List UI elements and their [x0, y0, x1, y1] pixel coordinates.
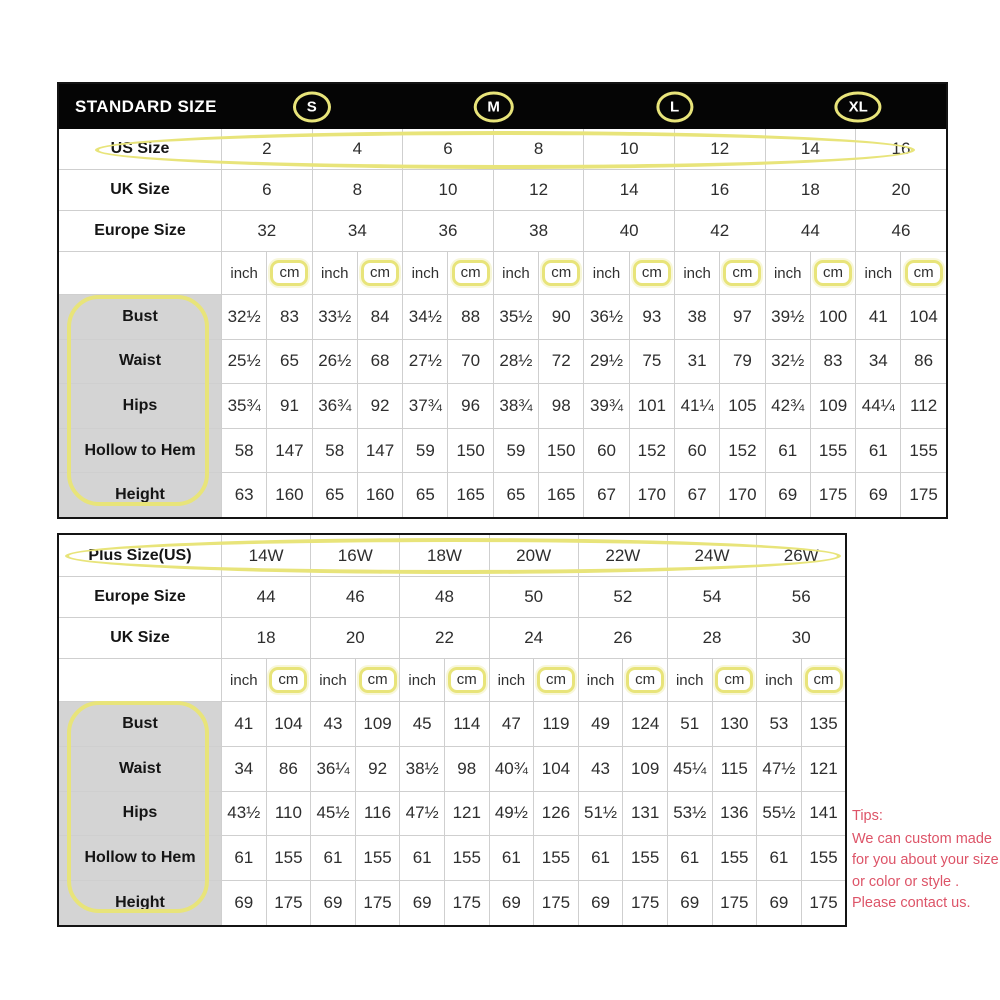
- measure-value: 96: [447, 384, 492, 428]
- measure-value: 47: [489, 702, 534, 746]
- measure-row: [59, 701, 845, 746]
- measure-value: 75: [629, 340, 674, 384]
- cm-unit-highlight: cm: [452, 260, 490, 286]
- size-value: 14W: [221, 535, 310, 576]
- size-value: 52: [578, 577, 667, 617]
- measure-value: 175: [810, 473, 855, 517]
- measure-value: 160: [357, 473, 402, 517]
- size-value: 8: [493, 129, 584, 169]
- measure-row: [59, 339, 946, 384]
- measure-row: [59, 383, 946, 428]
- size-value: 16: [855, 129, 946, 169]
- row-label: Hips: [59, 384, 221, 428]
- size-value: 42: [674, 211, 765, 251]
- measure-value: 61: [310, 836, 355, 880]
- inch-unit-label: inch: [583, 252, 628, 294]
- size-value: 28: [667, 618, 756, 658]
- inch-unit-label: inch: [489, 659, 534, 701]
- tips-lines: [852, 829, 1000, 915]
- measure-value: 25½: [221, 340, 266, 384]
- row-label: Hips: [59, 792, 221, 836]
- size-value: 26W: [756, 535, 845, 576]
- measure-value: 63: [221, 473, 266, 517]
- measure-value: 175: [712, 881, 757, 925]
- size-value: 6: [402, 129, 493, 169]
- size-value: 18W: [399, 535, 488, 576]
- size-value: 54: [667, 577, 756, 617]
- row-label: Bust: [59, 702, 221, 746]
- size-row: [59, 576, 845, 617]
- plus-table-body: [59, 535, 845, 925]
- row-label: US Size: [110, 140, 170, 157]
- measure-value: 165: [447, 473, 492, 517]
- inch-unit-label: inch: [855, 252, 900, 294]
- measure-value: 45¼: [667, 747, 712, 791]
- measure-value: 109: [810, 384, 855, 428]
- measure-value: 110: [266, 792, 311, 836]
- size-value: 14: [583, 170, 674, 210]
- measure-value: 175: [533, 881, 578, 925]
- measure-value: 155: [355, 836, 400, 880]
- measure-value: 92: [357, 384, 402, 428]
- size-value: 18: [765, 170, 856, 210]
- size-group-letter: S: [293, 91, 331, 122]
- size-row: [59, 617, 845, 658]
- measure-value: 69: [310, 881, 355, 925]
- measure-value: 36¾: [312, 384, 357, 428]
- measure-value: 90: [538, 295, 583, 339]
- measure-value: 68: [357, 340, 402, 384]
- standard-table-title: STANDARD SIZE: [75, 96, 217, 116]
- inch-unit-label: inch: [221, 659, 266, 701]
- standard-size-table: [57, 82, 948, 519]
- measure-row: [59, 880, 845, 925]
- measure-value: 69: [221, 881, 266, 925]
- tips-line: Please contact us.: [852, 895, 971, 911]
- measure-value: 100: [810, 295, 855, 339]
- measure-value: 175: [266, 881, 311, 925]
- size-group-letter: M: [473, 91, 514, 122]
- measure-value: 98: [444, 747, 489, 791]
- measure-value: 35¾: [221, 384, 266, 428]
- tips-line: for you about your size: [852, 852, 999, 868]
- row-label: Europe Size: [94, 588, 186, 605]
- inch-unit-label: inch: [312, 252, 357, 294]
- row-label: Waist: [59, 747, 221, 791]
- size-value: 34: [312, 211, 403, 251]
- measure-value: 91: [266, 384, 311, 428]
- measure-value: 39½: [765, 295, 810, 339]
- measure-value: 93: [629, 295, 674, 339]
- measure-value: 38½: [399, 747, 444, 791]
- measure-value: 104: [533, 747, 578, 791]
- inch-unit-label: inch: [221, 252, 266, 294]
- measure-value: 69: [667, 881, 712, 925]
- measure-value: 34: [855, 340, 900, 384]
- tips-line: We can custom made: [852, 830, 992, 847]
- measure-value: 43½: [221, 792, 266, 836]
- size-value: 12: [674, 129, 765, 169]
- size-value: 6: [221, 170, 312, 210]
- size-value: 56: [756, 577, 845, 617]
- cm-unit-highlight: cm: [270, 260, 308, 286]
- measure-value: 69: [756, 881, 801, 925]
- measure-value: 45½: [310, 792, 355, 836]
- measure-value: 27½: [402, 340, 447, 384]
- size-value: 38: [493, 211, 584, 251]
- size-value: 20: [310, 618, 399, 658]
- measure-value: 67: [583, 473, 628, 517]
- measure-value: 104: [900, 295, 945, 339]
- measure-value: 59: [402, 429, 447, 473]
- cm-unit-label: [719, 252, 764, 294]
- measure-value: 165: [538, 473, 583, 517]
- size-value: 48: [399, 577, 488, 617]
- measure-value: 61: [855, 429, 900, 473]
- measure-value: 112: [900, 384, 945, 428]
- size-value: 12: [493, 170, 584, 210]
- row-label: Hollow to Hem: [59, 836, 221, 880]
- size-value: 40: [583, 211, 674, 251]
- row-label: UK Size: [110, 181, 170, 198]
- size-value: 20W: [489, 535, 578, 576]
- measure-value: 79: [719, 340, 764, 384]
- inch-unit-label: inch: [310, 659, 355, 701]
- cm-unit-label: [533, 659, 578, 701]
- measure-value: 86: [900, 340, 945, 384]
- measure-value: 116: [355, 792, 400, 836]
- size-row: [59, 210, 946, 251]
- measure-value: 83: [810, 340, 855, 384]
- cm-unit-label: [712, 659, 757, 701]
- measure-value: 61: [221, 836, 266, 880]
- tips-title: Tips:: [852, 808, 883, 824]
- measure-value: 155: [900, 429, 945, 473]
- size-value: 18: [221, 618, 310, 658]
- measure-value: 28½: [493, 340, 538, 384]
- measure-value: 34½: [402, 295, 447, 339]
- size-value: 26: [578, 618, 667, 658]
- measure-value: 32½: [765, 340, 810, 384]
- measure-value: 131: [622, 792, 667, 836]
- measure-value: 40¾: [489, 747, 534, 791]
- measure-value: 155: [712, 836, 757, 880]
- measure-value: 155: [533, 836, 578, 880]
- measure-value: 101: [629, 384, 674, 428]
- size-value: 8: [312, 170, 403, 210]
- inch-unit-label: inch: [756, 659, 801, 701]
- measure-value: 59: [493, 429, 538, 473]
- measure-value: 49: [578, 702, 623, 746]
- cm-unit-label: [801, 659, 846, 701]
- size-row: [59, 169, 946, 210]
- cm-unit-highlight: cm: [537, 667, 575, 693]
- size-value: 2: [221, 129, 312, 169]
- size-group-m: [473, 91, 514, 122]
- cm-unit-label: [629, 252, 674, 294]
- cm-unit-highlight: cm: [805, 667, 843, 693]
- measure-value: 42¾: [765, 384, 810, 428]
- size-group-letter: L: [656, 91, 693, 122]
- size-group-xl: [835, 91, 882, 122]
- inch-unit-label: inch: [399, 659, 444, 701]
- measure-value: 51: [667, 702, 712, 746]
- cm-unit-label: [447, 252, 492, 294]
- measure-value: 155: [444, 836, 489, 880]
- size-value: 10: [583, 129, 674, 169]
- cm-unit-label: [266, 659, 311, 701]
- cm-unit-highlight: cm: [626, 667, 664, 693]
- measure-value: 45: [399, 702, 444, 746]
- size-row: [59, 535, 845, 576]
- measure-value: 86: [266, 747, 311, 791]
- measure-value: 69: [765, 473, 810, 517]
- measure-row: [59, 835, 845, 880]
- unit-row-empty-label: [59, 252, 221, 294]
- cm-unit-highlight: cm: [361, 260, 399, 286]
- cm-unit-highlight: cm: [633, 260, 671, 286]
- measure-value: 38¾: [493, 384, 538, 428]
- measure-value: 136: [712, 792, 757, 836]
- measure-value: 65: [402, 473, 447, 517]
- measure-value: 53: [756, 702, 801, 746]
- measure-value: 152: [629, 429, 674, 473]
- size-value: 32: [221, 211, 312, 251]
- size-group-letter: XL: [835, 91, 882, 122]
- measure-value: 121: [801, 747, 846, 791]
- measure-row: [59, 472, 946, 517]
- inch-unit-label: inch: [493, 252, 538, 294]
- measure-value: 69: [578, 881, 623, 925]
- measure-value: 109: [355, 702, 400, 746]
- measure-value: 61: [489, 836, 534, 880]
- measure-value: 43: [310, 702, 355, 746]
- measure-value: 65: [312, 473, 357, 517]
- cm-unit-highlight: cm: [542, 260, 580, 286]
- size-value: 22: [399, 618, 488, 658]
- size-value: 36: [402, 211, 493, 251]
- measure-value: 98: [538, 384, 583, 428]
- measure-value: 155: [266, 836, 311, 880]
- unit-row: [59, 658, 845, 701]
- measure-value: 160: [266, 473, 311, 517]
- measure-value: 152: [719, 429, 764, 473]
- row-label: Height: [59, 473, 221, 517]
- measure-row: [59, 791, 845, 836]
- measure-value: 65: [266, 340, 311, 384]
- measure-value: 47½: [756, 747, 801, 791]
- unit-row: [59, 251, 946, 294]
- cm-unit-highlight: cm: [448, 667, 486, 693]
- measure-value: 61: [756, 836, 801, 880]
- measure-value: 92: [355, 747, 400, 791]
- measure-value: 41¼: [674, 384, 719, 428]
- row-label: Height: [59, 881, 221, 925]
- measure-value: 150: [447, 429, 492, 473]
- measure-row: [59, 428, 946, 473]
- inch-unit-label: inch: [667, 659, 712, 701]
- measure-value: 38: [674, 295, 719, 339]
- size-value: 50: [489, 577, 578, 617]
- size-value: 44: [765, 211, 856, 251]
- measure-value: 29½: [583, 340, 628, 384]
- measure-value: 155: [622, 836, 667, 880]
- measure-value: 175: [355, 881, 400, 925]
- measure-value: 175: [801, 881, 846, 925]
- measure-value: 105: [719, 384, 764, 428]
- measure-value: 155: [810, 429, 855, 473]
- measure-value: 147: [357, 429, 402, 473]
- size-value: 46: [310, 577, 399, 617]
- measure-value: 35½: [493, 295, 538, 339]
- measure-value: 32½: [221, 295, 266, 339]
- tips-line: or color or style .: [852, 873, 960, 890]
- size-value: 24W: [667, 535, 756, 576]
- measure-value: 41: [855, 295, 900, 339]
- size-value: 20: [855, 170, 946, 210]
- cm-unit-label: [357, 252, 402, 294]
- measure-value: 88: [447, 295, 492, 339]
- size-value: 14: [765, 129, 856, 169]
- cm-unit-label: [355, 659, 400, 701]
- measure-value: 170: [629, 473, 674, 517]
- measure-value: 47½: [399, 792, 444, 836]
- measure-value: 61: [578, 836, 623, 880]
- measure-value: 135: [801, 702, 846, 746]
- measure-value: 69: [489, 881, 534, 925]
- measure-value: 84: [357, 295, 402, 339]
- measure-row: [59, 746, 845, 791]
- row-label: Waist: [59, 340, 221, 384]
- measure-value: 175: [444, 881, 489, 925]
- measure-value: 34: [221, 747, 266, 791]
- size-value: 46: [855, 211, 946, 251]
- measure-value: 83: [266, 295, 311, 339]
- measure-value: 61: [667, 836, 712, 880]
- measure-value: 53½: [667, 792, 712, 836]
- measure-value: 39¾: [583, 384, 628, 428]
- cm-unit-label: [444, 659, 489, 701]
- row-label: Bust: [59, 295, 221, 339]
- measure-value: 41: [221, 702, 266, 746]
- measure-value: 37¾: [402, 384, 447, 428]
- measure-value: 115: [712, 747, 757, 791]
- cm-unit-label: [622, 659, 667, 701]
- row-label: Europe Size: [94, 222, 186, 239]
- size-row: [59, 129, 946, 169]
- cm-unit-label: [266, 252, 311, 294]
- measure-value: 36½: [583, 295, 628, 339]
- row-label: UK Size: [110, 629, 170, 646]
- measure-value: 49½: [489, 792, 534, 836]
- measure-value: 70: [447, 340, 492, 384]
- measure-value: 43: [578, 747, 623, 791]
- measure-value: 36¼: [310, 747, 355, 791]
- size-group-l: [656, 91, 693, 122]
- measure-value: 97: [719, 295, 764, 339]
- row-label: Plus Size(US): [88, 546, 192, 564]
- size-value: 4: [312, 129, 403, 169]
- custom-tips-note: [852, 806, 1000, 915]
- size-group-s: [293, 91, 331, 122]
- measure-value: 58: [312, 429, 357, 473]
- cm-unit-highlight: cm: [723, 260, 761, 286]
- measure-value: 109: [622, 747, 667, 791]
- measure-value: 126: [533, 792, 578, 836]
- size-value: 10: [402, 170, 493, 210]
- plus-size-table: [57, 533, 847, 927]
- measure-value: 26½: [312, 340, 357, 384]
- measure-value: 175: [900, 473, 945, 517]
- measure-value: 69: [399, 881, 444, 925]
- measure-value: 175: [622, 881, 667, 925]
- size-value: 24: [489, 618, 578, 658]
- cm-unit-label: [538, 252, 583, 294]
- inch-unit-label: inch: [402, 252, 447, 294]
- measure-value: 114: [444, 702, 489, 746]
- inch-unit-label: inch: [674, 252, 719, 294]
- measure-value: 141: [801, 792, 846, 836]
- unit-row-empty-label: [59, 659, 221, 701]
- measure-value: 65: [493, 473, 538, 517]
- cm-unit-highlight: cm: [359, 667, 397, 693]
- measure-value: 170: [719, 473, 764, 517]
- measure-value: 44¼: [855, 384, 900, 428]
- cm-unit-highlight: cm: [905, 260, 943, 286]
- measure-value: 58: [221, 429, 266, 473]
- measure-value: 61: [399, 836, 444, 880]
- size-value: 16W: [310, 535, 399, 576]
- measure-value: 51½: [578, 792, 623, 836]
- measure-value: 119: [533, 702, 578, 746]
- inch-unit-label: inch: [578, 659, 623, 701]
- measure-value: 155: [801, 836, 846, 880]
- cm-unit-label: [810, 252, 855, 294]
- measure-value: 72: [538, 340, 583, 384]
- measure-value: 33½: [312, 295, 357, 339]
- measure-value: 121: [444, 792, 489, 836]
- row-label: Hollow to Hem: [59, 429, 221, 473]
- measure-value: 124: [622, 702, 667, 746]
- cm-unit-highlight: cm: [269, 667, 307, 693]
- cm-unit-highlight: cm: [814, 260, 852, 286]
- size-value: 22W: [578, 535, 667, 576]
- measure-value: 69: [855, 473, 900, 517]
- measure-value: 104: [266, 702, 311, 746]
- measure-value: 61: [765, 429, 810, 473]
- size-value: 44: [221, 577, 310, 617]
- standard-table-body: [59, 129, 946, 517]
- size-value: 30: [756, 618, 845, 658]
- measure-value: 60: [674, 429, 719, 473]
- cm-unit-label: [900, 252, 945, 294]
- measure-value: 55½: [756, 792, 801, 836]
- measure-value: 67: [674, 473, 719, 517]
- inch-unit-label: inch: [765, 252, 810, 294]
- measure-value: 31: [674, 340, 719, 384]
- measure-row: [59, 294, 946, 339]
- measure-value: 147: [266, 429, 311, 473]
- size-value: 16: [674, 170, 765, 210]
- measure-value: 60: [583, 429, 628, 473]
- measure-value: 150: [538, 429, 583, 473]
- standard-table-header: [59, 84, 946, 129]
- cm-unit-highlight: cm: [715, 667, 753, 693]
- measure-value: 130: [712, 702, 757, 746]
